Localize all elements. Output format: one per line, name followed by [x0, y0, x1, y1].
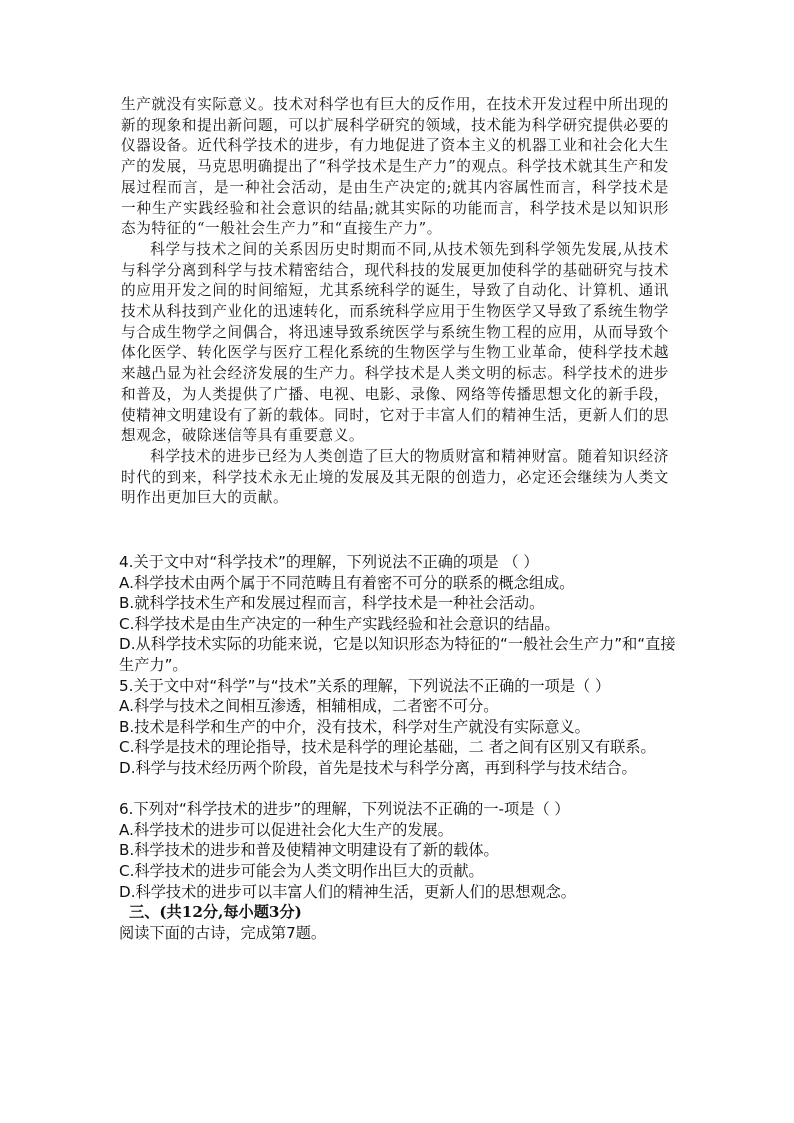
option-a: A.科学技术由两个属于不同范畴且有着密不可分的联系的概念组成。: [119, 573, 575, 592]
option-d: D.科学技术的进步可以丰富人们的精神生活，更新人们的思想观念。: [119, 882, 576, 901]
option-c: C.科学技术是由生产决定的一种生产实践经验和社会意识的结晶。: [119, 614, 560, 633]
option-b: B.科学技术的进步和普及使精神文明建设有了新的载体。: [119, 841, 499, 860]
question-6: [119, 799, 679, 902]
option-c: C.科学技术的进步可能会为人类文明作出巨大的贡献。: [119, 861, 484, 880]
option-a: A.科学与技术之间相互渗透，相辅相成，二者密不可分。: [119, 697, 499, 716]
option-c: C.科学是技术的理论指导，技术是科学的理论基础，二 者之间有区别又有联系。: [119, 738, 656, 757]
question-4: [119, 552, 679, 676]
section-heading: 三、(共12分,每小题3分): [129, 903, 302, 922]
questions-section: [119, 552, 679, 943]
section-instruction: 阅读下面的古诗，完成第7题。: [119, 923, 327, 942]
question-stem: 6.下列对“科学技术的进步”的理解，下列说法不正确的一-项是（ ）: [119, 800, 570, 819]
reading-passage: [121, 95, 669, 509]
passage-paragraph: 科学技术的进步已经为人类创造了巨大的物质财富和精神财富。随着知识经济时代的到来，科学技术永无止境的发展及其无限的创造力，必定还会继续为人类文明作出更加巨大的贡献。: [121, 447, 669, 507]
question-stem: 5.关于文中对“科学”与“技术”关系的理解，下列说法不正确的一项是（ ）: [119, 676, 611, 695]
option-d: D.科学与技术经历两个阶段，首先是技术与科学分离，再到科学与技术结合。: [119, 758, 637, 777]
question-stem: 4.关于文中对“科学技术”的理解，下列说法不正确的项是 （ ）: [119, 553, 539, 571]
spacer: [119, 779, 679, 800]
passage-paragraph: 生产就没有实际意义。技术对科学也有巨大的反作用，在技术开发过程中所出现的新的现象和提出新问题，可以扩展科学研究的领域，技术能为科学研究提供必要的仪器设备。近代科学技术的进步，有力地促进了资本主义的机器工业和社会化大生产的发展，马克思明确提出了“科学技术是生产力”的观点。科学技术就其生产和发展过程而言，是一种社会活动，是由生产决定的;就其内容属性而言，科学技术是一种生产实践经验和社会意识的结晶;就其实际的功能而言，科学技术是以知识形态为特征的“一般社会生产力”和“直接生产力”。: [121, 96, 669, 238]
option-d: D.从科学技术实际的功能来说，它是以知识形态为特征的“一般社会生产力”和“直接生产力”。: [119, 635, 676, 674]
question-5: [119, 676, 679, 779]
option-b: B.技术是科学和生产的中介，没有技术，科学对生产就没有实际意义。: [119, 717, 590, 736]
option-a: A.科学技术的进步可以促进社会化大生产的发展。: [119, 820, 453, 839]
option-b: B.就科学技术生产和发展过程而言，科学技术是一种社会活动。: [119, 594, 545, 613]
passage-paragraph: 科学与技术之间的关系因历史时期而不同,从技术领先到科学领先发展,从技术与科学分离到科学与技术精密结合，现代科技的发展更加使科学的基础研究与技术的应用开发之间的时间缩短，尤其系统科学的诞生，导致了自动化、计算机、通讯技术从科技到产业化的迅速转化，而系统科学应用于生物医学又导致了系统生物学与合成生物学之间偶合，将迅速导致系统医学与系统生物工程的应用，从而导致个体化医学、转化医学与医疗工程化系统的生物医学与生物工业革命，使科学技术越来越凸显为社会经济发展的生产力。科学技术是人类文明的标志。科学技术的进步和普及，为人类提供了广播、电视、电影、录像、网络等传播思想文化的新手段，使精神文明建设有了新的载体。同时，它对于丰富人们的精神生活，更新人们的思想观念，破除迷信等具有重要意义。: [121, 240, 669, 445]
